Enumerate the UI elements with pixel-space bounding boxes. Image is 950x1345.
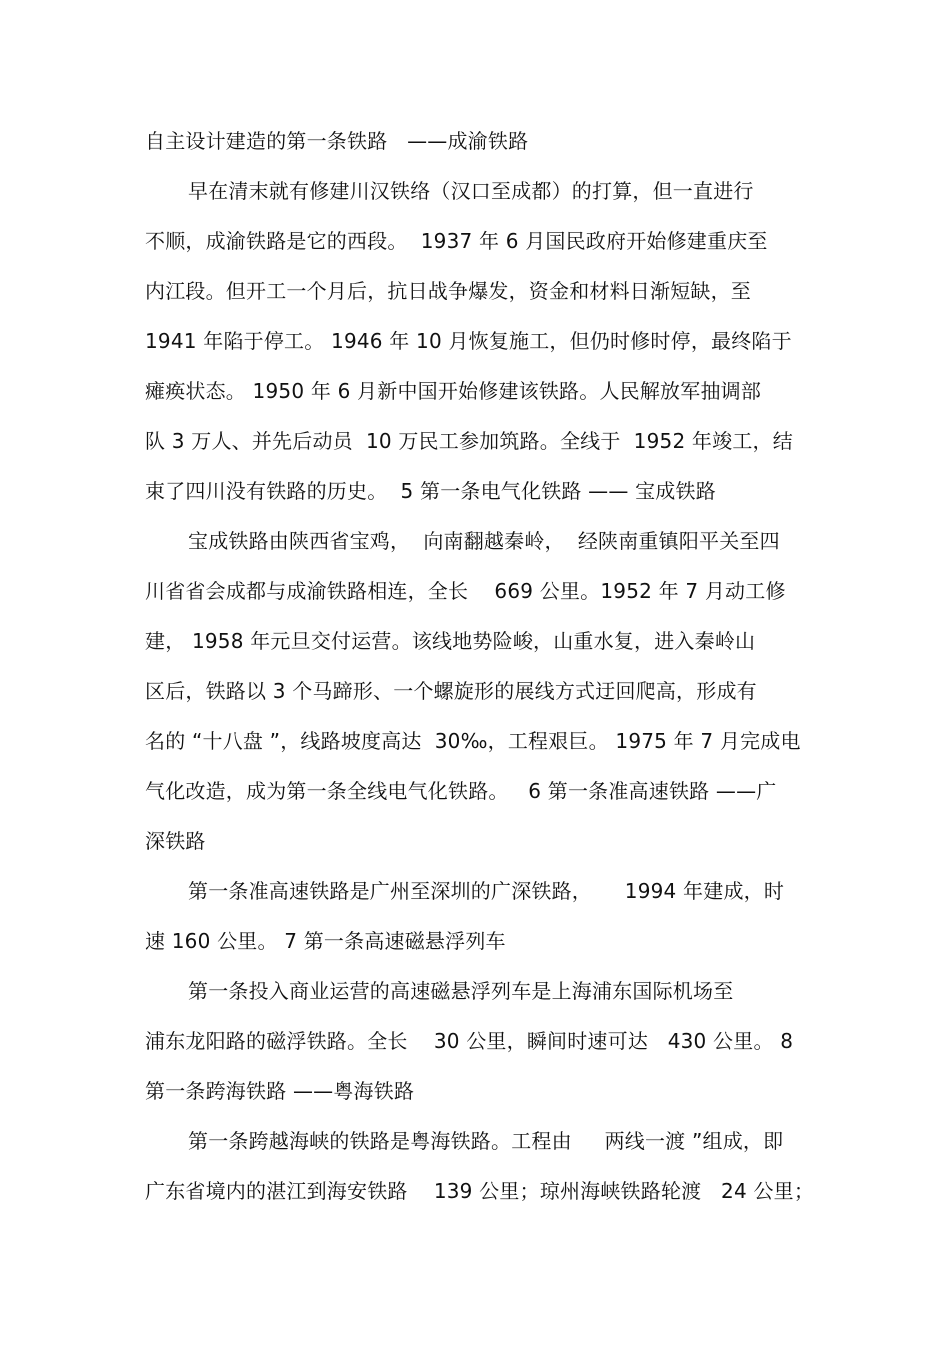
text-line: 川省省会成都与成渝铁路相连，全长 669 公里。1952 年 7 月动工修	[145, 579, 786, 603]
section-heading: 自主设计建造的第一条铁路 ——成渝铁路	[145, 129, 529, 153]
text-line: 1941 年陷于停工。 1946 年 10 月恢复施工，但仍时修时停，最终陷于	[145, 329, 792, 353]
text-line: 束了四川没有铁路的历史。 5 第一条电气化铁路 —— 宝成铁路	[145, 479, 716, 503]
text-line: 内江段。但开工一个月后，抗日战争爆发，资金和材料日渐短缺，至	[145, 279, 751, 303]
text-line: 深铁路	[145, 829, 206, 853]
text-line: 队 3 万人、并先后动员 10 万民工参加筑路。全线于 1952 年竣工，结	[145, 429, 793, 453]
text-line: 宝成铁路由陕西省宝鸡， 向南翻越秦岭， 经陕南重镇阳平关至四	[188, 529, 780, 553]
text-line: 瘫痪状态。 1950 年 6 月新中国开始修建该铁路。人民解放军抽调部	[145, 379, 762, 403]
text-line: 广东省境内的湛江到海安铁路 139 公里；琼州海峡铁路轮渡 24 公里；	[145, 1179, 815, 1203]
text-line: 第一条跨海铁路 ——粤海铁路	[145, 1079, 415, 1103]
text-line: 速 160 公里。 7 第一条高速磁悬浮列车	[145, 929, 506, 953]
text-line: 第一条跨越海峡的铁路是粤海铁路。工程由 两线一渡 ”组成，即	[188, 1129, 784, 1153]
text-line: 不顺，成渝铁路是它的西段。 1937 年 6 月国民政府开始修建重庆至	[145, 229, 768, 253]
text-line: 早在清末就有修建川汉铁络（汉口至成都）的打算，但一直进行	[188, 179, 754, 203]
text-line: 区后，铁路以 3 个马蹄形、一个螺旋形的展线方式迂回爬高，形成有	[145, 679, 757, 703]
text-line: 名的 “十八盘 ”，线路坡度高达 30‰，工程艰巨。 1975 年 7 月完成电	[145, 729, 801, 753]
text-line: 浦东龙阳路的磁浮铁路。全长 30 公里，瞬间时速可达 430 公里。 8	[145, 1029, 794, 1053]
text-line: 建， 1958 年元旦交付运营。该线地势险峻，山重水复，进入秦岭山	[145, 629, 756, 653]
text-line: 第一条准高速铁路是广州至深圳的广深铁路， 1994 年建成，时	[188, 879, 785, 903]
text-line: 气化改造，成为第一条全线电气化铁路。 6 第一条准高速铁路 ——广	[145, 779, 777, 803]
text-line: 第一条投入商业运营的高速磁悬浮列车是上海浦东国际机场至	[188, 979, 734, 1003]
